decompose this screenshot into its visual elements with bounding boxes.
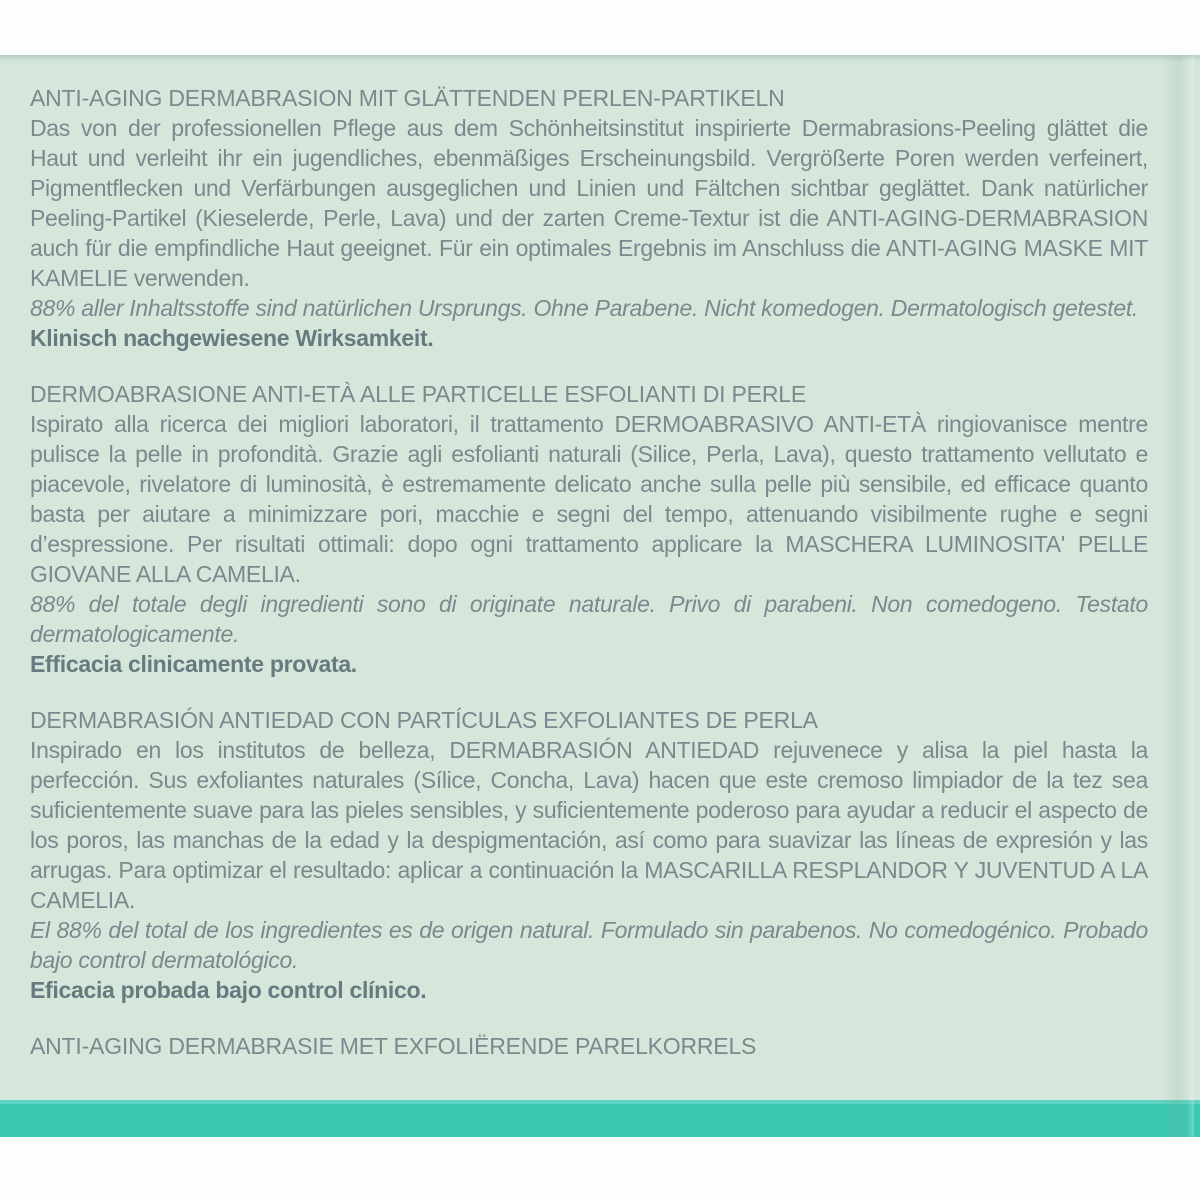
efficacy-italian: Efficacia clinicamente provata. bbox=[30, 651, 357, 677]
heading-german: ANTI-AGING DERMABRASION MIT GLÄTTENDEN PERLEN-PARTIKELN bbox=[30, 85, 785, 111]
body-spanish: Inspirado en los institutos de belleza, DERMABRASIÓN ANTIEDAD rejuvenece y alisa la piel hasta la perfección. Sus exfoliantes naturales (Sílice, Concha, Lava) hacen que este cremoso limpiador de la tez sea suficientemente suave para las pieles sensibles, y suficientemente poderoso para ayudar a reducir el aspecto de los poros, las manchas de la edad y la despigmentación, así como para suavizar las líneas de expresión y las arrugas. Para optimizar el resultado: aplicar a continuación la MASCARILLA RESPLANDOR Y JUVENTUD A LA CAMELIA. bbox=[30, 737, 1148, 913]
efficacy-german: Klinisch nachgewiesene Wirksamkeit. bbox=[30, 325, 434, 351]
claims-german: 88% aller Inhaltsstoffe sind natürlichen Ursprungs. Ohne Parabene. Nicht komedogen. Dermatologisch getestet. bbox=[30, 295, 1139, 321]
teal-brand-band bbox=[0, 1100, 1200, 1137]
heading-spanish: DERMABRASIÓN ANTIEDAD CON PARTÍCULAS EXFOLIANTES DE PERLA bbox=[30, 707, 818, 733]
heading-dutch: ANTI-AGING DERMABRASIE MET EXFOLIËRENDE PARELKORRELS bbox=[30, 1033, 757, 1059]
section-dutch bbox=[30, 1031, 1148, 1061]
claims-spanish: El 88% del total de los ingredientes es de origen natural. Formulado sin parabenos. No comedogénico. Probado bajo control dermatológico. bbox=[30, 917, 1148, 973]
label-text-area bbox=[30, 83, 1148, 1061]
body-german: Das von der professionellen Pflege aus dem Schönheitsinstitut inspirierte Dermabrasions-Peeling glättet die Haut und verleiht ihr ein jugendliches, ebenmäßiges Erscheinungsbild. Vergrößerte Poren werden verfeinert, Pigmentflecken und Verfärbungen ausgeglichen und Linien und Fältchen sichtbar geglättet. Dank natürlicher Peeling-Partikel (Kieselerde, Perle, Lava) und der zarten Creme-Textur ist die ANTI-AGING-DERMABRASION auch für die empfindliche Haut geeignet. Für ein optimales Ergebnis im Anschluss die ANTI-AGING MASKE MIT KAMELIE verwenden. bbox=[30, 115, 1148, 291]
section-italian bbox=[30, 379, 1148, 679]
carton-back-panel bbox=[0, 55, 1200, 1137]
claims-italian: 88% del totale degli ingredienti sono di originate naturale. Privo di parabeni. Non comedogeno. Testato dermatologicamente. bbox=[30, 591, 1148, 647]
heading-italian: DERMOABRASIONE ANTI-ETÀ ALLE PARTICELLE ESFOLIANTI DI PERLE bbox=[30, 381, 806, 407]
section-spanish bbox=[30, 705, 1148, 1005]
section-german bbox=[30, 83, 1148, 353]
body-italian: Ispirato alla ricerca dei migliori laboratori, il trattamento DERMOABRASIVO ANTI-ETÀ ringiovanisce mentre pulisce la pelle in profondità. Grazie agli esfolianti naturali (Silice, Perla, Lava), questo trattamento vellutato e piacevole, rivelatore di luminosità, è estremamente delicato anche sulla pelle più sensibile, ed efficace quanto basta per aiutare a minimizzare pori, macchie e segni del tempo, attenuando visibilmente rughe e segni d’espressione. Per risultati ottimali: dopo ogni trattamento applicare la MASCHERA LUMINOSITA' PELLE GIOVANE ALLA CAMELIA. bbox=[30, 411, 1148, 587]
efficacy-spanish: Eficacia probada bajo control clínico. bbox=[30, 977, 427, 1003]
box-edge-fold-shading bbox=[1160, 55, 1194, 1137]
